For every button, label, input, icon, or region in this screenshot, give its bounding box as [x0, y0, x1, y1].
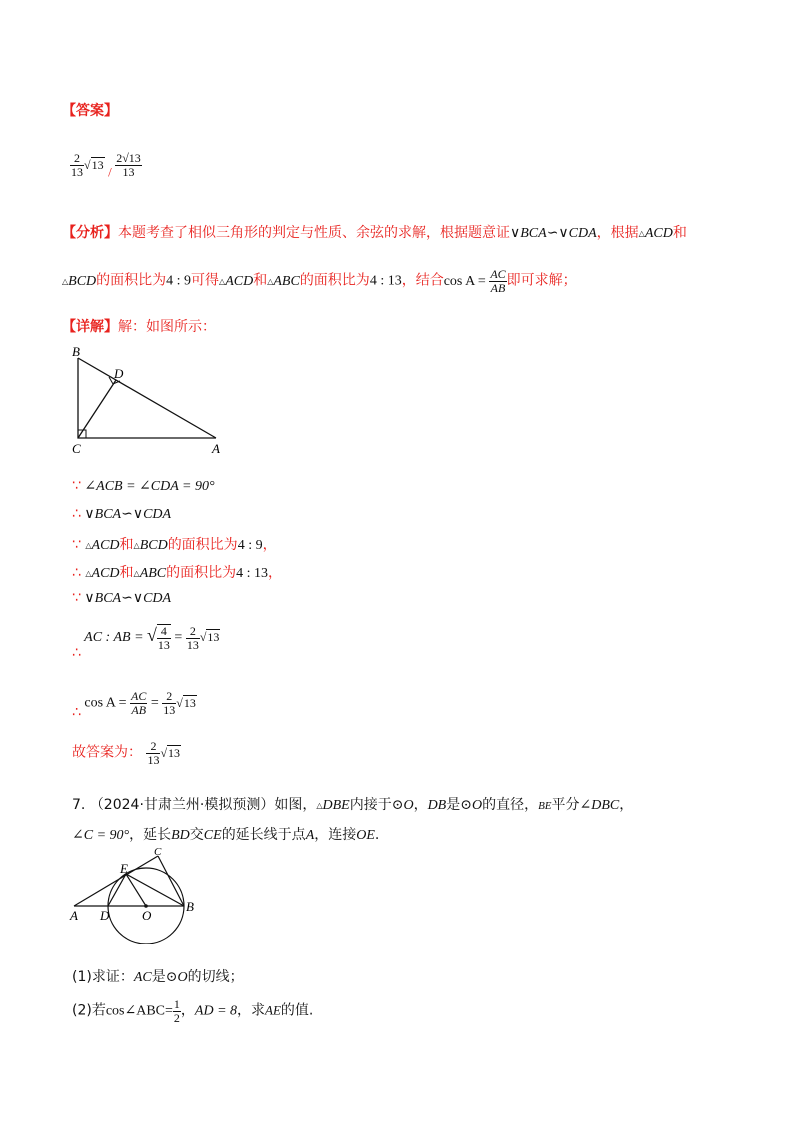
figure-circle-tangent	[66, 848, 206, 944]
analysis-text-1: 本题考查了相似三角形的判定与性质、余弦的求解，根据题意证	[118, 225, 510, 241]
answer-sqrt-1: √13	[84, 157, 104, 172]
analysis-line-2: △BCD的面积比为4 : 9可得△ACD和△ABC的面积比为4 : 13，结合cos A = $\frac{AC}{AB}$ 即可求解；	[62, 267, 577, 295]
step-3: ∵ △ACD和△BCD的面积比为4 : 9，	[72, 537, 277, 553]
problem-number: 7.	[72, 797, 86, 813]
question-1: (1)求证：AC是⊙O的切线；	[72, 969, 244, 985]
label-C: C	[72, 441, 81, 456]
label-E2: E	[120, 861, 128, 876]
step-4: ∴ △ACD和△ABC的面积比为4 : 13，	[72, 565, 283, 581]
question-2: (2)若cos∠ABC= $\frac{1}{2}$ ，AD = 8，求AE的值.	[72, 997, 314, 1025]
label-O2: O	[142, 908, 152, 923]
final-answer: 故答案为： $\frac{2}{13}$ √13	[72, 739, 181, 767]
step-7: ∴ cos A = $\frac{AC}{AB}$ = $\frac{2}{13}$ √13	[72, 689, 196, 721]
analysis-text-3: 和	[672, 225, 687, 241]
problem-7-line-2: ∠C = 90°，延长BD交CE的延长线于点A，连接OE.	[72, 827, 380, 843]
answer-fraction-2: $\frac{2√13}{13}$	[116, 151, 141, 179]
step-5: ∵ ∨BCA∽∨CDA	[72, 590, 172, 606]
answer-fraction-1: $\frac{2}{13}$	[71, 151, 83, 179]
label-A: A	[212, 441, 220, 456]
label-D: D	[114, 366, 124, 381]
step-2: ∴ ∨BCA∽∨CDA	[72, 506, 172, 522]
step-1: ∵ ∠ACB = ∠CDA = 90°	[72, 478, 215, 494]
step-6: ∴ AC : AB = √ $\frac{4}{13}$ = $\frac{2}{13}$ √13	[72, 623, 220, 662]
label-B2: B	[186, 899, 194, 914]
label-D2: D	[100, 908, 110, 923]
detail-line	[62, 316, 216, 336]
problem-7-line-1: 7. （2024·甘肃兰州·模拟预测）如图，△DBE内接于⊙O，DB是⊙O的直径，BE平分∠DBC，	[72, 797, 634, 813]
answer-values	[70, 152, 142, 181]
answer-separator: /	[108, 164, 112, 180]
triangle-bcd: △BCD	[62, 273, 97, 289]
triangle-acd: △ACD	[638, 226, 673, 241]
label-B: B	[72, 344, 80, 359]
ratio-4-13: 4 : 13	[369, 273, 402, 289]
label-A2: A	[70, 908, 78, 923]
label-C2: C	[154, 848, 162, 858]
similar-statement: ∨BCA∽∨CDA	[510, 226, 597, 241]
cos-formula: cos A = $\frac{AC}{AB}$	[443, 267, 506, 295]
detail-tag: 【详解】	[62, 319, 118, 335]
ratio-4-9: 4 : 9	[166, 273, 192, 289]
figure-right-triangle	[66, 342, 236, 460]
analysis-text-2: ，根据	[596, 225, 639, 241]
analysis-line-1	[62, 222, 687, 242]
analysis-tag: 【分析】	[62, 225, 118, 241]
detail-text: 解：如图所示：	[118, 319, 216, 335]
answer-header: 【答案】	[62, 103, 118, 119]
